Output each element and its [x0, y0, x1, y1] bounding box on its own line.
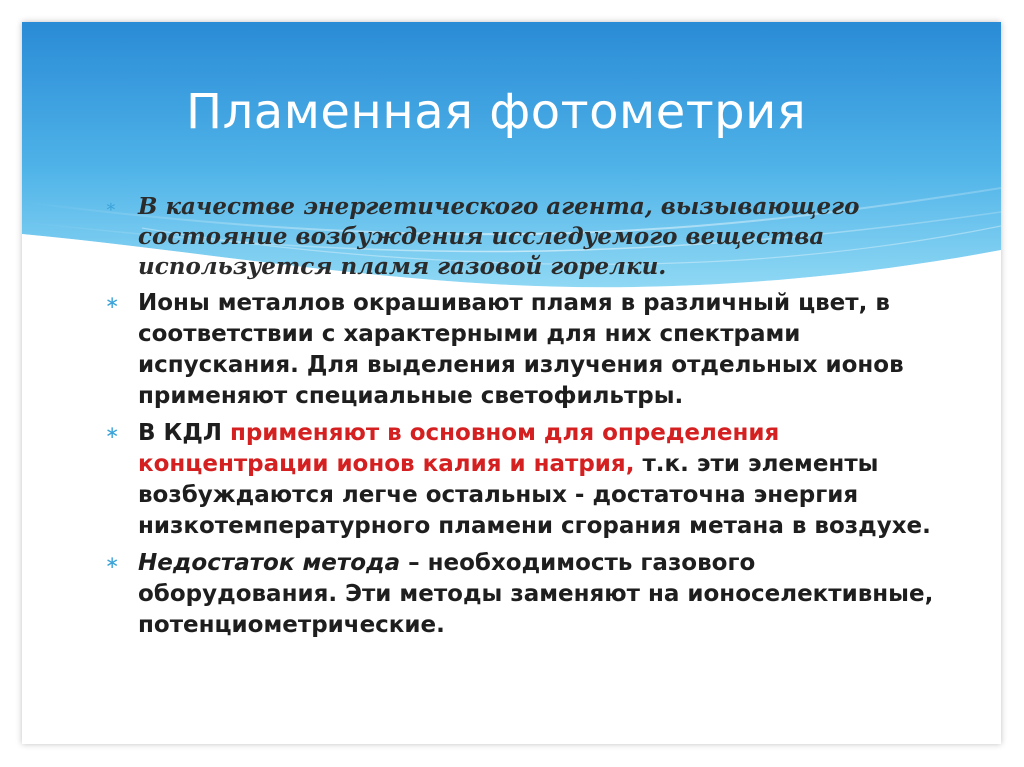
- bullet-marker-icon: ∗: [105, 197, 117, 217]
- bullet-item: [104, 548, 944, 641]
- bullet-text: В качестве энергетического агента, вызывающего состояние возбуждения исследуемого вещества используется пламя газовой горелки.: [138, 193, 860, 280]
- bullet-text: Ионы металлов окрашивают пламя в различный цвет, в соответствии с характерными для них спектрами испускания. Для выделения излучения отдельных ионов применяют специальные светофильтры.: [138, 290, 904, 409]
- bullet-marker-icon: ∗: [105, 553, 120, 573]
- bullet-item: [104, 418, 944, 542]
- bullet-text-emphasis: Недостаток метода: [138, 550, 401, 576]
- bullet-item: [104, 288, 944, 412]
- bullet-text-rest: – необходимость газового оборудования. Эти методы заменяют на ионоселективные, потенциометрические.: [138, 550, 934, 638]
- bullet-marker-icon: ∗: [105, 423, 120, 443]
- bullet-text-suffix: т.к. эти элементы возбуждаются легче остальных - достаточна энергия низкотемпературного пламени сгорания метана в воздухе.: [138, 451, 931, 539]
- bullet-text-highlight: применяют в основном для определения концентрации ионов калия и натрия,: [138, 420, 780, 477]
- slide-title: Пламенная фотометрия: [186, 84, 807, 140]
- slide: [22, 22, 1001, 744]
- bullet-marker-icon: ∗: [105, 293, 120, 313]
- bullet-text-prefix: В КДЛ: [138, 420, 230, 446]
- bullet-item: [104, 192, 944, 282]
- bullet-list: [104, 192, 944, 647]
